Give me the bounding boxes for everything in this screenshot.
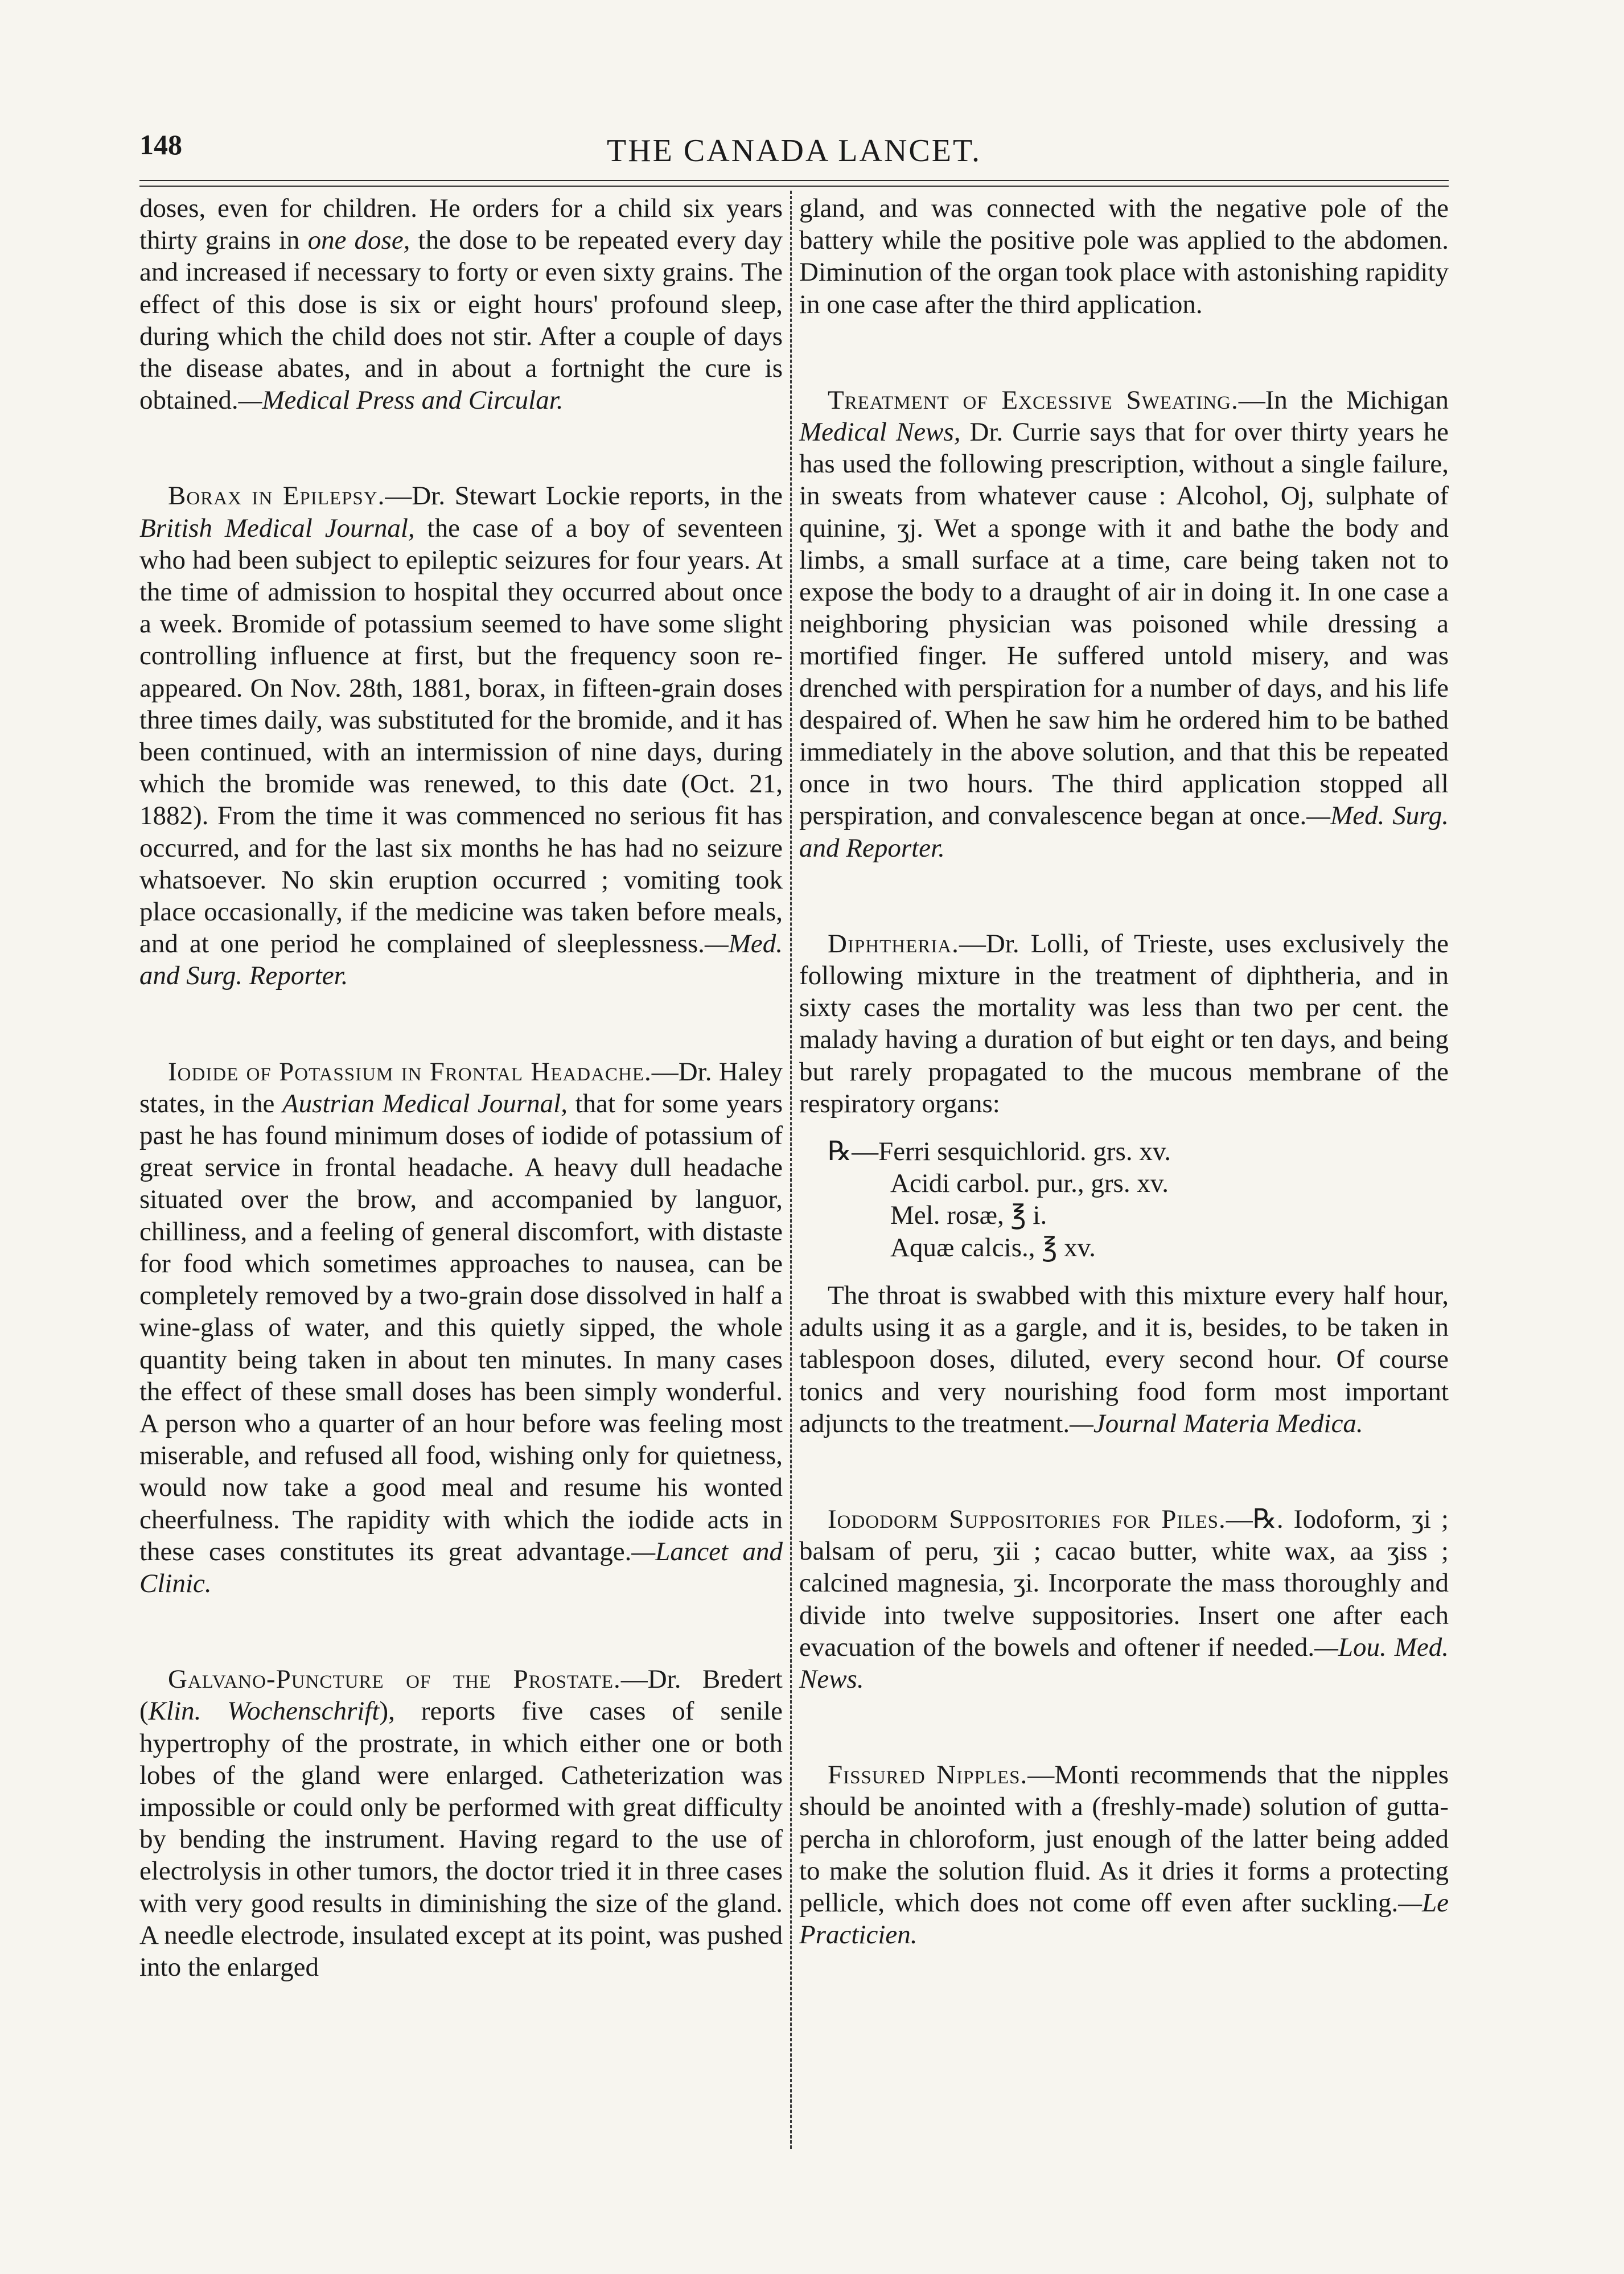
header-rule-bottom xyxy=(139,186,1449,187)
article-continued-right xyxy=(799,192,1449,320)
body-text: —Dr. Lolli, of Trieste, uses exclusively the following mixture in the treatment of diphtheria, and in sixty cases the mortality was less than two per cent. the malady having a duration of but eight or ten days, and being but rarely propagated to the mucous membrane of the respiratory organs: xyxy=(799,928,1449,1119)
journal-title: THE CANADA LANCET. xyxy=(606,133,982,168)
article-source: —Medical Press and Circular. xyxy=(238,385,564,416)
article-source: —Lou. Med. News. xyxy=(799,1632,1449,1694)
page-header xyxy=(139,128,1449,174)
article-iododorm-suppositories xyxy=(799,1503,1449,1695)
article-source: —Lancet and Clinic. xyxy=(139,1536,783,1598)
body-text: —℞. Iodoform, ʒi ; balsam of peru, ʒii ; cacao butter, white wax, aa ʒiss ; calcined magnesia, ʒi. Incorporate the mass thoroughly and divide into twelve suppositories. Insert one after each evacuation of the bowels and oftener if needed. xyxy=(799,1504,1449,1662)
article-continued-left xyxy=(139,192,783,416)
article-body xyxy=(799,384,1449,864)
prescription-line: Mel. rosæ, ℥ i. xyxy=(890,1200,1047,1231)
article-source: —Med. Surg. and Reporter. xyxy=(799,801,1449,863)
header-rule-top xyxy=(139,180,1449,181)
article-body xyxy=(799,1759,1449,1951)
right-column xyxy=(799,192,1449,1951)
article-fissured-nipples xyxy=(799,1759,1449,1951)
body-text: doses, even for children. He orders for a child six years thirty grains in xyxy=(139,194,783,256)
article-source: —Med. and Surg. Reporter. xyxy=(139,929,783,991)
article-body xyxy=(799,928,1449,1120)
article-body xyxy=(799,1503,1449,1695)
journal-name: Klin. Wochenschrift xyxy=(148,1696,380,1726)
body-text: the case of a boy of seventeen who had been subject to epileptic seizures for four years. At the time of admission to hospital they occurred about once a week. Bromide of potassium seemed to have some slight controlling influence at first, but the frequency soon re-appeared. On Nov. 28th, 1881, borax, in fifteen-grain doses three times daily, was substituted for the bromide, and it has been continued, with an intermission of nine days, during which the bromide was renewed, to this date (Oct. 21, 1882). From the time it was commenced no serious fit has occurred, and for the last six months he has had no seizure whatsoever. No skin eruption occurred ; vomiting took place occasionally, if the medicine was taken before meals, and at one period he complained of sleeplessness. xyxy=(139,513,783,959)
article-title: Fissured Nipples. xyxy=(828,1760,1028,1790)
article-title: Treatment of Excessive Sweating. xyxy=(828,385,1239,415)
prescription-line: ℞—Ferri sesquichlorid. grs. xv. xyxy=(828,1137,1171,1167)
emphasis-text: one dose, xyxy=(307,225,410,256)
body-text: —Dr. Stewart Lockie reports, in the xyxy=(385,481,783,511)
article-source: —Le Practicien. xyxy=(799,1888,1449,1950)
prescription xyxy=(828,1136,1449,1264)
article-excessive-sweating xyxy=(799,384,1449,864)
body-text: —Dr. Bredert ( xyxy=(139,1664,783,1726)
body-text: Dr. Currie says that for over thirty years he has used the following prescription, without a single failure, in sweats from whatever cause : Alcohol, Oj, sulphate of quinine, ʒj. Wet a sponge with it and bathe the body and limbs, a small surface at a time, care being taken not to expose the body to a draught of air in doing it. In one case a neighboring physician was poisoned while dressing a mortified finger. He suffered untold misery, and was drenched with perspiration for a number of days, and his life despaired of. When he saw him he ordered him to be bathed immediately in the above solution, and that this be repeated once in two hours. The third application stopped all perspiration, and convalescence began at once. xyxy=(799,417,1449,831)
article-title: Iodide of Potassium in Frontal Headache. xyxy=(168,1056,652,1087)
body-text: that for some years past he has found minimum doses of iodide of potassium of great service in frontal headache. A heavy dull headache situated over the brow, and accompanied by languor, chilliness, and a feeling of general discomfort, with distaste for food which sometimes approaches to nausea, can be completely removed by a two-grain dose dissolved in half a wine-glass of water, and this quietly sipped, the whole quantity being taken in about ten minutes. In many cases the effect of these small doses has been simply wonderful. A person who a quarter of an hour before was feeling most miserable, and refused all food, wishing only for quietness, would now take a good meal and resume his wonted cheerfulness. The rapidity with which the iodide acts in these cases constitutes its great advantage. xyxy=(139,1088,783,1566)
journal-name: Medical News, xyxy=(799,417,961,447)
body-text: ), reports five cases of senile hypertrophy of the prostrate, in which either one or both lobes of the gland were enlarged. Catheterization was impossible or could only be performed with great difficulty by bending the instrument. Having regard to the use of electrolysis in other tumors, the doctor tried it in three cases with very good results in diminishing the size of the gland. A needle electrode, insulated except at its point, was pushed into the enlarged xyxy=(139,1696,783,1982)
article-title: Borax in Epilepsy. xyxy=(168,481,385,511)
article-body xyxy=(139,1056,783,1599)
article-title: Diphtheria. xyxy=(828,928,959,959)
body-text: the dose to be repeated every day and increased if necessary to forty or even sixty grains. The effect of this dose is six or eight hours' profound sleep, during which the child does not stir. After a couple of days the disease abates, and in about a fortnight the cure is obtained. xyxy=(139,225,783,416)
article-title: Galvano-Puncture of the Prostate. xyxy=(168,1664,621,1695)
column-divider xyxy=(790,191,792,2149)
journal-name: British Medical Journal, xyxy=(139,513,415,543)
body-text: —Monti recommends that the nipples should be anointed with a (freshly-made) solution of gutta-percha in chloroform, just enough of the latter being added to make the solution fluid. As it dries it forms a protecting pellicle, which does not come off even after suckling. xyxy=(799,1760,1449,1918)
left-column xyxy=(139,192,783,1983)
journal-name: Austrian Medical Journal, xyxy=(282,1088,568,1119)
body-text: —Dr. Haley states, in the xyxy=(139,1056,783,1119)
article-title: Iododorm Suppositories for Piles. xyxy=(828,1504,1226,1534)
article-diphtheria xyxy=(799,928,1449,1440)
article-body xyxy=(799,1280,1449,1440)
article-borax-in-epilepsy xyxy=(139,480,783,992)
page-number: 148 xyxy=(139,129,182,161)
body-text: The throat is swabbed with this mixture every half hour, adults using it as a gargle, and it is, besides, to be taken in tablespoon doses, diluted, every second hour. Of course tonics and very nourishing food form most important adjuncts to the treatment. xyxy=(799,1280,1449,1438)
prescription-line: Aquæ calcis., ℥ xv. xyxy=(890,1232,1096,1263)
article-body xyxy=(139,1663,783,1983)
article-source: —Journal Materia Medica. xyxy=(1070,1408,1363,1438)
article-body xyxy=(139,192,783,416)
prescription-line: Acidi carbol. pur., grs. xv. xyxy=(890,1169,1169,1199)
article-body xyxy=(139,480,783,992)
article-iodide-of-potassium xyxy=(139,1056,783,1599)
body-text: —In the Michigan xyxy=(1238,385,1449,415)
article-body: gland, and was connected with the negative pole of the battery while the positive pole was applied to the abdomen. Diminution of the organ took place with astonishing rapidity in one case after the third application. xyxy=(799,194,1449,319)
article-galvano-puncture xyxy=(139,1663,783,1983)
